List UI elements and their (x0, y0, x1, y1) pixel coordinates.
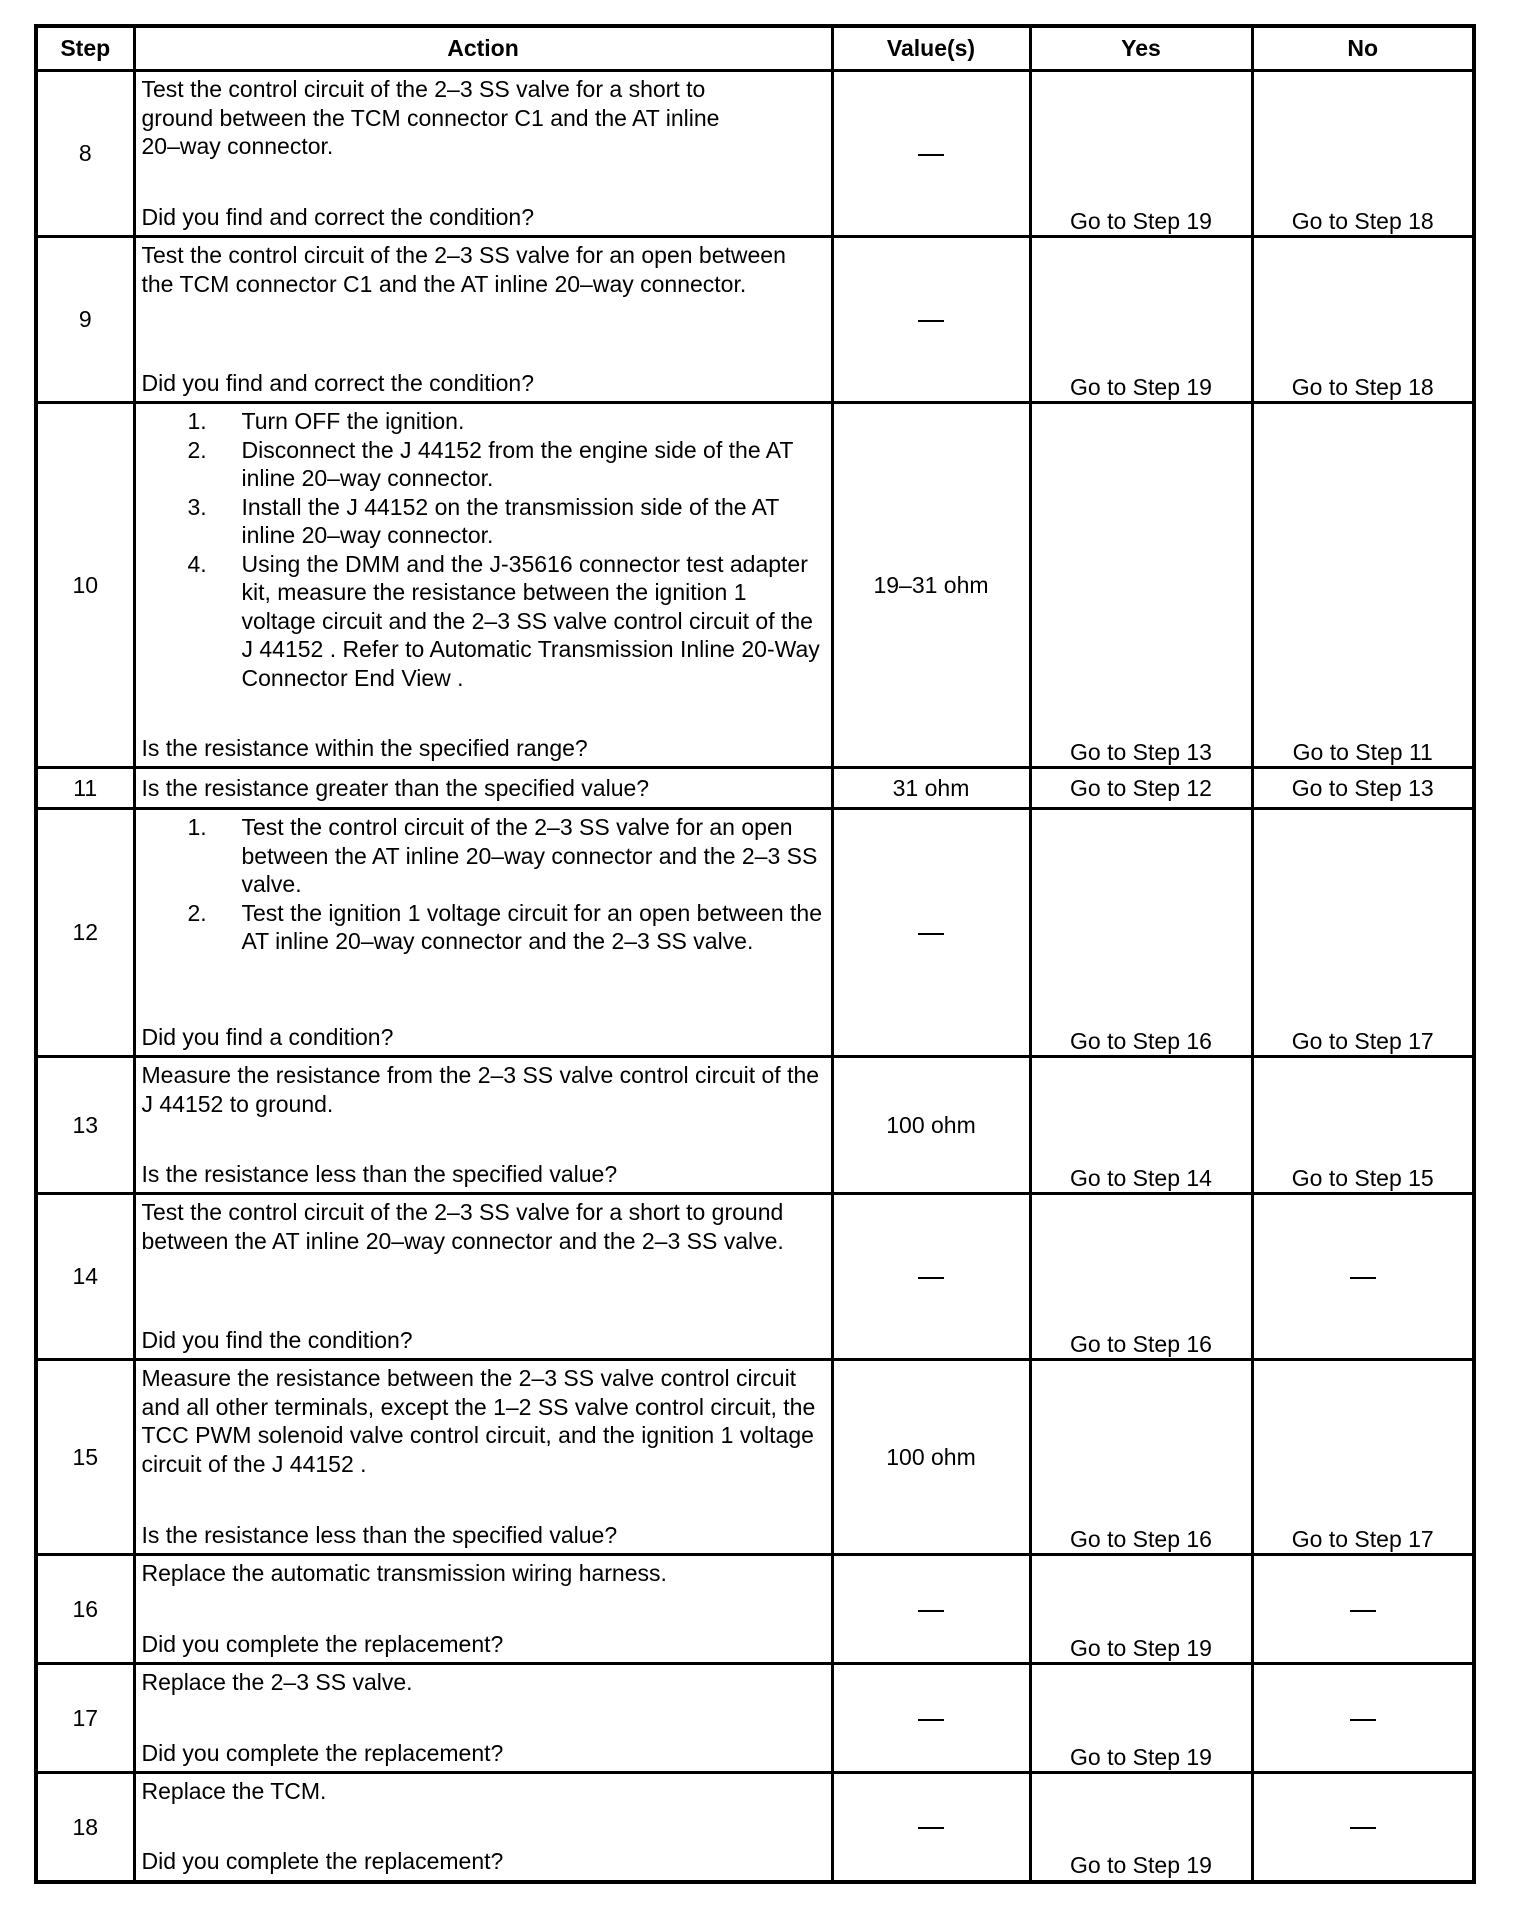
no-dash (1350, 1610, 1376, 1612)
list-item-number: 2. (187, 436, 207, 463)
no-cell (1252, 1664, 1474, 1773)
action-question: Did you complete the replacement? (141, 1630, 504, 1657)
list-item-text: Test the ignition 1 voltage circuit for an open between the AT inline 20–way connector and the 2–3 SS valve. (241, 899, 822, 954)
step-cell: 17 (36, 1664, 134, 1773)
list-item (187, 407, 827, 436)
step-cell: 12 (36, 809, 134, 1057)
value-cell (832, 403, 1030, 768)
list-item (187, 436, 827, 493)
action-question: Did you find and correct the condition? (141, 369, 535, 396)
value-cell (832, 1057, 1030, 1194)
yes-text: Go to Step 19 (1070, 207, 1212, 234)
table-body (36, 71, 1474, 1882)
yes-text: Go to Step 13 (1070, 738, 1212, 765)
no-text: Go to Step 13 (1291, 774, 1434, 801)
table-row (36, 1194, 1474, 1360)
no-cell (1252, 809, 1474, 1057)
action-cell (134, 403, 832, 768)
no-text: Go to Step 18 (1291, 207, 1434, 234)
list-item-number: 3. (187, 493, 207, 520)
value-dash (918, 1277, 944, 1279)
value-cell (832, 809, 1030, 1057)
value-text: 31 ohm (892, 774, 970, 801)
action-text: Measure the resistance from the 2–3 SS valve control circuit of the J 44152 to ground. (141, 1062, 820, 1117)
value-text: 19–31 ohm (873, 571, 989, 598)
step-cell: 15 (36, 1360, 134, 1555)
no-cell (1252, 1555, 1474, 1664)
yes-text: Go to Step 19 (1070, 1852, 1212, 1878)
yes-cell (1030, 403, 1252, 768)
yes-cell (1030, 1360, 1252, 1555)
list-item (187, 813, 827, 899)
value-text: 100 ohm (886, 1111, 976, 1138)
no-text: Go to Step 17 (1291, 1027, 1434, 1054)
no-text: Go to Step 15 (1291, 1164, 1434, 1191)
value-dash (918, 154, 944, 156)
list-item-number: 1. (187, 814, 207, 840)
header-yes: Yes (1030, 26, 1252, 71)
step-cell: 16 (36, 1555, 134, 1664)
no-cell (1252, 1194, 1474, 1360)
action-cell (134, 768, 832, 809)
action-question: Did you complete the replacement? (141, 1739, 504, 1766)
action-text: Measure the resistance between the 2–3 SS valve control circuit and all other terminals, except the 1–2 SS valve control circuit, the TCC PWM solenoid valve control circuit, and the ignition 1 voltage circuit of the J 44152 . (141, 1365, 816, 1477)
value-cell (832, 1194, 1030, 1360)
action-text: Test the control circuit of the 2–3 SS valve for a short to ground between the TCM connector C1 and the AT inline 20–way connector. (141, 76, 720, 159)
list-item-text: Disconnect the J 44152 from the engine side of the AT inline 20–way connector. (241, 436, 793, 491)
table-row (36, 403, 1474, 768)
list-item-text: Test the control circuit of the 2–3 SS valve for an open between the AT inline 20–way connector and the 2–3 SS valve. (241, 814, 818, 897)
yes-cell (1030, 1664, 1252, 1773)
table-row (36, 1773, 1474, 1882)
action-cell (134, 1057, 832, 1194)
action-cell (134, 71, 832, 237)
no-cell (1252, 237, 1474, 403)
diagnostic-table (34, 24, 1476, 1884)
no-dash (1350, 1277, 1376, 1279)
no-cell (1252, 1057, 1474, 1194)
list-item-text: Using the DMM and the J-35616 connector test adapter kit, measure the resistance between the ignition 1 voltage circuit and the 2–3 SS valve control circuit of the J 44152 . Refer to Automatic Transmission Inline 20-Way Connector End View . (241, 550, 820, 691)
yes-text: Go to Step 16 (1070, 1027, 1212, 1054)
action-text: Replace the automatic transmission wiring harness. (141, 1560, 667, 1586)
no-dash (1350, 1719, 1376, 1721)
list-item (187, 493, 827, 550)
table-row (36, 768, 1474, 809)
action-question: Is the resistance within the specified range? (141, 734, 588, 761)
step-cell: 8 (36, 71, 134, 237)
list-item (187, 550, 827, 693)
list-item-number: 1. (187, 408, 207, 434)
table-row (36, 809, 1474, 1057)
value-dash (918, 1827, 944, 1829)
value-cell (832, 1773, 1030, 1882)
list-item (187, 899, 827, 956)
yes-text: Go to Step 19 (1070, 1743, 1212, 1770)
action-cell (134, 237, 832, 403)
header-action: Action (134, 26, 832, 71)
yes-text: Go to Step 12 (1070, 774, 1212, 801)
yes-cell (1030, 1555, 1252, 1664)
action-question: Is the resistance less than the specified value? (141, 1521, 618, 1548)
yes-cell (1030, 237, 1252, 403)
no-cell (1252, 1360, 1474, 1555)
action-text: Test the control circuit of the 2–3 SS valve for an open between the TCM connector C1 and the AT inline 20–way connector. (141, 242, 786, 297)
table-row (36, 237, 1474, 403)
no-text: Go to Step 11 (1292, 738, 1433, 765)
value-cell (832, 71, 1030, 237)
yes-text: Go to Step 19 (1070, 373, 1212, 400)
list-item-number: 2. (187, 899, 207, 926)
yes-cell (1030, 809, 1252, 1057)
action-cell (134, 809, 832, 1057)
step-cell: 11 (36, 768, 134, 809)
action-cell (134, 1664, 832, 1773)
value-cell (832, 1360, 1030, 1555)
header-no: No (1252, 26, 1474, 71)
value-text: 100 ohm (886, 1443, 976, 1470)
no-cell (1252, 768, 1474, 809)
yes-text: Go to Step 14 (1070, 1164, 1212, 1191)
value-cell (832, 237, 1030, 403)
step-cell: 14 (36, 1194, 134, 1360)
yes-cell (1030, 1773, 1252, 1882)
yes-text: Go to Step 16 (1070, 1330, 1212, 1357)
yes-cell (1030, 1057, 1252, 1194)
list-item-text: Install the J 44152 on the transmission side of the AT inline 20–way connector. (241, 493, 779, 548)
action-question: Did you complete the replacement? (141, 1848, 504, 1874)
step-cell: 9 (36, 237, 134, 403)
no-dash (1350, 1827, 1376, 1829)
table-row (36, 1555, 1474, 1664)
value-dash (918, 320, 944, 322)
action-text: Replace the TCM. (141, 1778, 327, 1804)
list-item-number: 4. (187, 550, 207, 577)
no-cell (1252, 1773, 1474, 1882)
no-text: Go to Step 17 (1291, 1525, 1434, 1552)
action-text: Test the control circuit of the 2–3 SS valve for a short to ground between the AT inline 20–way connector and the 2–3 SS valve. (141, 1199, 784, 1254)
action-text: Replace the 2–3 SS valve. (141, 1669, 413, 1695)
action-steps-list (142, 813, 827, 956)
step-cell: 13 (36, 1057, 134, 1194)
no-text: Go to Step 18 (1291, 373, 1434, 400)
value-dash (918, 1719, 944, 1721)
action-cell (134, 1360, 832, 1555)
header-step: Step (36, 26, 134, 71)
no-cell (1252, 403, 1474, 768)
step-cell: 18 (36, 1773, 134, 1882)
yes-cell (1030, 768, 1252, 809)
value-dash (918, 933, 944, 935)
no-cell (1252, 71, 1474, 237)
table-row (36, 1360, 1474, 1555)
action-question: Did you find the condition? (141, 1326, 413, 1353)
yes-text: Go to Step 16 (1070, 1525, 1212, 1552)
action-question: Is the resistance less than the specified value? (141, 1160, 618, 1187)
table-row (36, 1057, 1474, 1194)
yes-text: Go to Step 19 (1070, 1634, 1212, 1661)
value-dash (918, 1610, 944, 1612)
action-steps-list (142, 407, 827, 692)
header-values: Value(s) (832, 26, 1030, 71)
action-question: Is the resistance greater than the specified value? (141, 774, 650, 801)
yes-cell (1030, 1194, 1252, 1360)
header-row (36, 26, 1474, 71)
value-cell (832, 768, 1030, 809)
action-cell (134, 1194, 832, 1360)
step-cell: 10 (36, 403, 134, 768)
yes-cell (1030, 71, 1252, 237)
action-question: Did you find and correct the condition? (141, 203, 535, 230)
table-row (36, 1664, 1474, 1773)
action-cell (134, 1773, 832, 1882)
action-question: Did you find a condition? (141, 1023, 394, 1050)
action-cell (134, 1555, 832, 1664)
table-row (36, 71, 1474, 237)
list-item-text: Turn OFF the ignition. (241, 408, 465, 434)
value-cell (832, 1555, 1030, 1664)
value-cell (832, 1664, 1030, 1773)
